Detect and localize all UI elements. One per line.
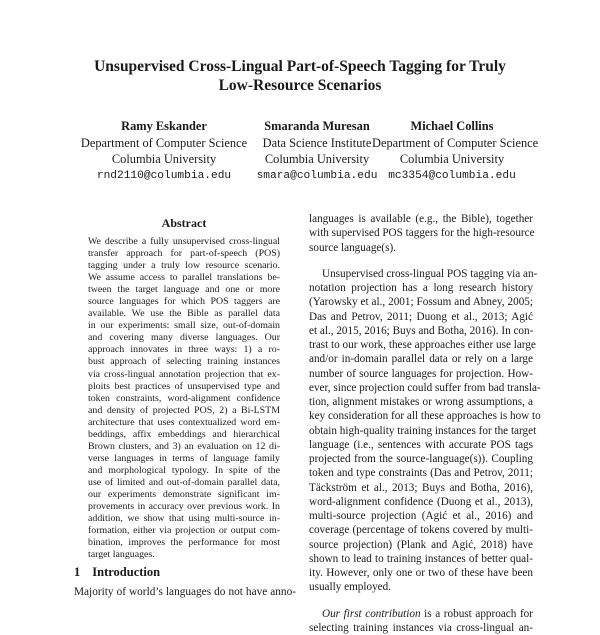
text-line: tagging under a truly low resource scenario. xyxy=(88,260,280,272)
text-line: in our experiments: small size, out-of-domain xyxy=(88,320,280,332)
text-line: addition, we show that using multi-source in- xyxy=(88,513,280,525)
text-line: Our first contribution is a robust approach for xyxy=(309,607,533,621)
text-line: We describe a fully unsupervised cross-lingual xyxy=(88,236,280,248)
author-email: smara@columbia.edu xyxy=(247,168,387,185)
text-line: with supervised POS taggers for the high-resource xyxy=(309,226,533,240)
text-line: available. We use the Bible as parallel data xyxy=(88,308,280,320)
text-line: beddings, affix embeddings and hierarchical xyxy=(88,429,280,441)
text-line: bust approach of selecting training instances xyxy=(88,356,280,368)
text-line: coverage (percentage of tokens covered by multi- xyxy=(309,523,533,537)
text-line: et al., 2015, 2016; Buys and Botha, 2016). In con- xyxy=(309,324,533,338)
author-institution: Columbia University xyxy=(247,151,387,168)
text-line: formation, either via projection or output com- xyxy=(88,525,280,537)
section-number: 1 xyxy=(74,565,80,579)
section-heading-introduction xyxy=(74,565,160,580)
author-name: Ramy Eskander xyxy=(68,118,260,135)
text-line: and/or in-domain parallel data or rely on a large xyxy=(309,352,533,366)
author-email: mc3354@columbia.edu xyxy=(372,168,532,185)
author-email: rnd2110@columbia.edu xyxy=(68,168,260,185)
text-line: verse languages in terms of language family xyxy=(88,453,280,465)
contribution-emphasis: Our first contribution xyxy=(322,608,421,620)
text-line: obtain high-quality training instances for the target xyxy=(309,424,533,438)
author-affiliation: Department of Computer Science xyxy=(68,135,260,152)
author-name: Smaranda Muresan xyxy=(247,118,387,135)
text-line: Unsupervised cross-lingual POS tagging via an- xyxy=(309,267,533,281)
text-line: token and type constraints (Das and Petrov, 2011; xyxy=(309,466,533,480)
text-line: token constraints, word-alignment confidence xyxy=(88,393,280,405)
text-line: ity. However, only one or two of these have been xyxy=(309,566,533,580)
text-line: tween the target language and one or more xyxy=(88,284,280,296)
abstract-heading: Abstract xyxy=(88,216,280,231)
text-line: selecting training instances via cross-lingual an- xyxy=(309,621,533,635)
title-line-1: Unsupervised Cross-Lingual Part-of-Speech Tagging for Truly xyxy=(0,57,600,76)
abstract-body xyxy=(88,236,280,561)
text-line: word-alignment confidence (Duong et al., 2013), xyxy=(309,495,533,509)
paragraph xyxy=(309,607,533,635)
text-line: and density of projected POS, 2) a Bi-LSTM xyxy=(88,405,280,417)
text-line: our experiments demonstrate significant im- xyxy=(88,489,280,501)
text-line: multi-source projection (Agić et al., 2016) and xyxy=(309,509,533,523)
text-line: Das and Petrov, 2011; Duong et al., 2013; Agić xyxy=(309,310,533,324)
text-line: architecture that uses contextualized word em- xyxy=(88,417,280,429)
text-line: projected from the source-language(s)). Coupling xyxy=(309,452,533,466)
text-line: and morphological typology. In spite of the xyxy=(88,465,280,477)
section-title: Introduction xyxy=(92,565,160,579)
paragraph xyxy=(309,267,533,595)
author-institution: Columbia University xyxy=(372,151,532,168)
author-name: Michael Collins xyxy=(372,118,532,135)
author-block-1 xyxy=(68,118,260,184)
text-line: usually employed. xyxy=(309,580,533,594)
text-line: provements in accuracy over previous work. In xyxy=(88,501,280,513)
text-line: key consideration for all these approaches is how to xyxy=(309,409,533,423)
text-line: languages is available (e.g., the Bible), together xyxy=(309,212,533,226)
text-line: We assume access to parallel translations be- xyxy=(88,272,280,284)
text-line: trast to our work, these approaches either use large xyxy=(309,338,533,352)
text-line: via cross-lingual annotation projection that ex- xyxy=(88,369,280,381)
text-line: tion, alignment mistakes or wrong assumptions, a xyxy=(309,395,533,409)
text-line: source languages for which POS taggers are xyxy=(88,296,280,308)
paragraph xyxy=(309,212,533,255)
text-line: use of limited and out-of-domain parallel data, xyxy=(88,477,280,489)
text-line: language (i.e., sentences with accurate POS tags xyxy=(309,438,533,452)
text-line: bination, improves the performance for most xyxy=(88,537,280,549)
paper-title xyxy=(0,57,600,95)
text-line: Täckström et al., 2013; Buys and Botha, 2016), xyxy=(309,481,533,495)
text-line: (Yarowsky et al., 2001; Fossum and Abney, 2005; xyxy=(309,295,533,309)
text-line: Brown clusters, and 3) an evaluation on 12 di- xyxy=(88,441,280,453)
text-line: number of source languages for projection. How- xyxy=(309,367,533,381)
text-line: ever, since projection could suffer from bad transla- xyxy=(309,381,533,395)
text-line: ploits best practices of unsupervised type and xyxy=(88,381,280,393)
text-line: source language(s). xyxy=(309,241,533,255)
author-block-3 xyxy=(372,118,532,184)
author-block-2 xyxy=(247,118,387,184)
text-line: shown to lead to training instances of better qual- xyxy=(309,552,533,566)
text-line: approach innovates in three ways: 1) a ro- xyxy=(88,344,280,356)
text-line: target languages. xyxy=(88,549,280,561)
author-affiliation: Data Science Institute xyxy=(247,135,387,152)
author-institution: Columbia University xyxy=(68,151,260,168)
author-affiliation: Department of Computer Science xyxy=(372,135,532,152)
text-line: and covering many diverse languages. Our xyxy=(88,332,280,344)
intro-first-line: Majority of world’s languages do not have anno- xyxy=(74,586,296,598)
text-line: transfer approach for part-of-speech (POS) xyxy=(88,248,280,260)
right-column xyxy=(309,212,533,635)
text-line: source projection) (Plank and Agić, 2018) have xyxy=(309,538,533,552)
text-line: notation projection has a long research history xyxy=(309,281,533,295)
title-line-2: Low-Resource Scenarios xyxy=(0,76,600,95)
